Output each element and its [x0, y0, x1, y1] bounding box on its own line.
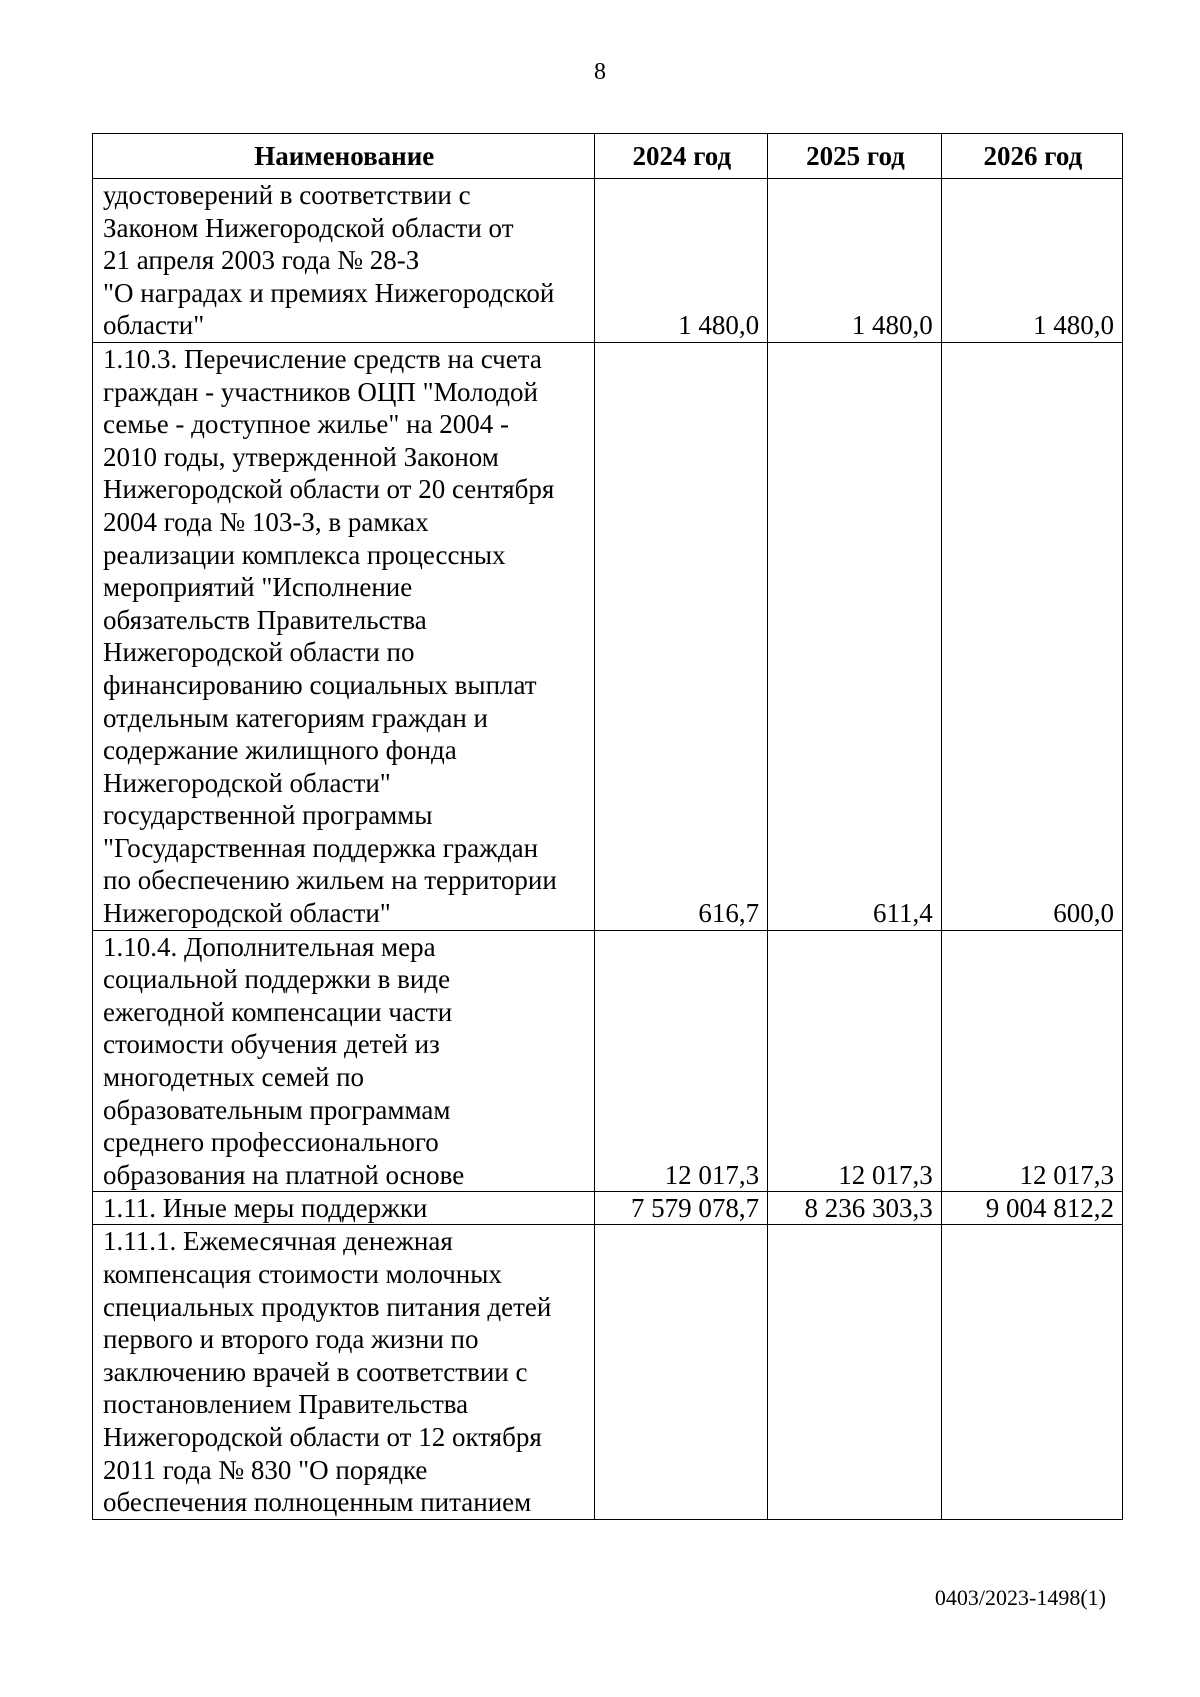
table-header-row [93, 134, 1123, 179]
header-2024: 2024 год [594, 134, 768, 179]
row-value-2024: 7 579 078,7 [594, 1192, 768, 1225]
row-value-2026: 1 480,0 [941, 179, 1122, 343]
table-row [93, 179, 1123, 343]
row-value-2024: 616,7 [594, 342, 768, 930]
page-number: 8 [594, 59, 606, 85]
row-name: удостоверений в соответствии с Законом Нижегородской области от 21 апреля 2003 года № 28-З "О наградах и премиях Нижегородской области" [93, 179, 595, 343]
row-value-2024: 12 017,3 [594, 930, 768, 1192]
document-code: 0403/2023-1498(1) [934, 1585, 1106, 1610]
table-row [93, 1192, 1123, 1225]
row-value-2025: 12 017,3 [768, 930, 942, 1192]
table-row [93, 930, 1123, 1192]
table-row [93, 342, 1123, 930]
row-value-2024 [594, 1225, 768, 1519]
header-2025: 2025 год [768, 134, 942, 179]
row-value-2024: 1 480,0 [594, 179, 768, 343]
budget-table [92, 133, 1123, 1520]
row-value-2025: 8 236 303,3 [768, 1192, 942, 1225]
table-row [93, 1225, 1123, 1519]
row-value-2026 [941, 1225, 1122, 1519]
row-value-2025: 1 480,0 [768, 179, 942, 343]
header-2026: 2026 год [941, 134, 1122, 179]
row-name: 1.10.3. Перечисление средств на счета граждан - участников ОЦП "Молодой семье - доступное жилье" на 2004 - 2010 годы, утвержденной Законом Нижегородской области от 20 сентября 2004 года № 103-З, в рамках реализации комплекса процессных мероприятий "Исполнение обязательств Правительства Нижегородской области по финансированию социальных выплат отдельным категориям граждан и содержание жилищного фонда Нижегородской области" государственной программы "Государственная поддержка граждан по обеспечению жильем на территории Нижегородской области" [93, 342, 595, 930]
row-name: 1.11.1. Ежемесячная денежная компенсация стоимости молочных специальных продуктов питания детей первого и второго года жизни по заключению врачей в соответствии с постановлением Правительства Нижегородской области от 12 октября 2011 года № 830 "О порядке обеспечения полноценным питанием [93, 1225, 595, 1519]
header-name: Наименование [93, 134, 595, 179]
row-value-2025: 611,4 [768, 342, 942, 930]
row-name: 1.10.4. Дополнительная мера социальной поддержки в виде ежегодной компенсации части стоимости обучения детей из многодетных семей по образовательным программам среднего профессионального образования на платной основе [93, 930, 595, 1192]
row-name: 1.11. Иные меры поддержки [93, 1192, 595, 1225]
row-value-2025 [768, 1225, 942, 1519]
row-value-2026: 600,0 [941, 342, 1122, 930]
row-value-2026: 12 017,3 [941, 930, 1122, 1192]
row-value-2026: 9 004 812,2 [941, 1192, 1122, 1225]
